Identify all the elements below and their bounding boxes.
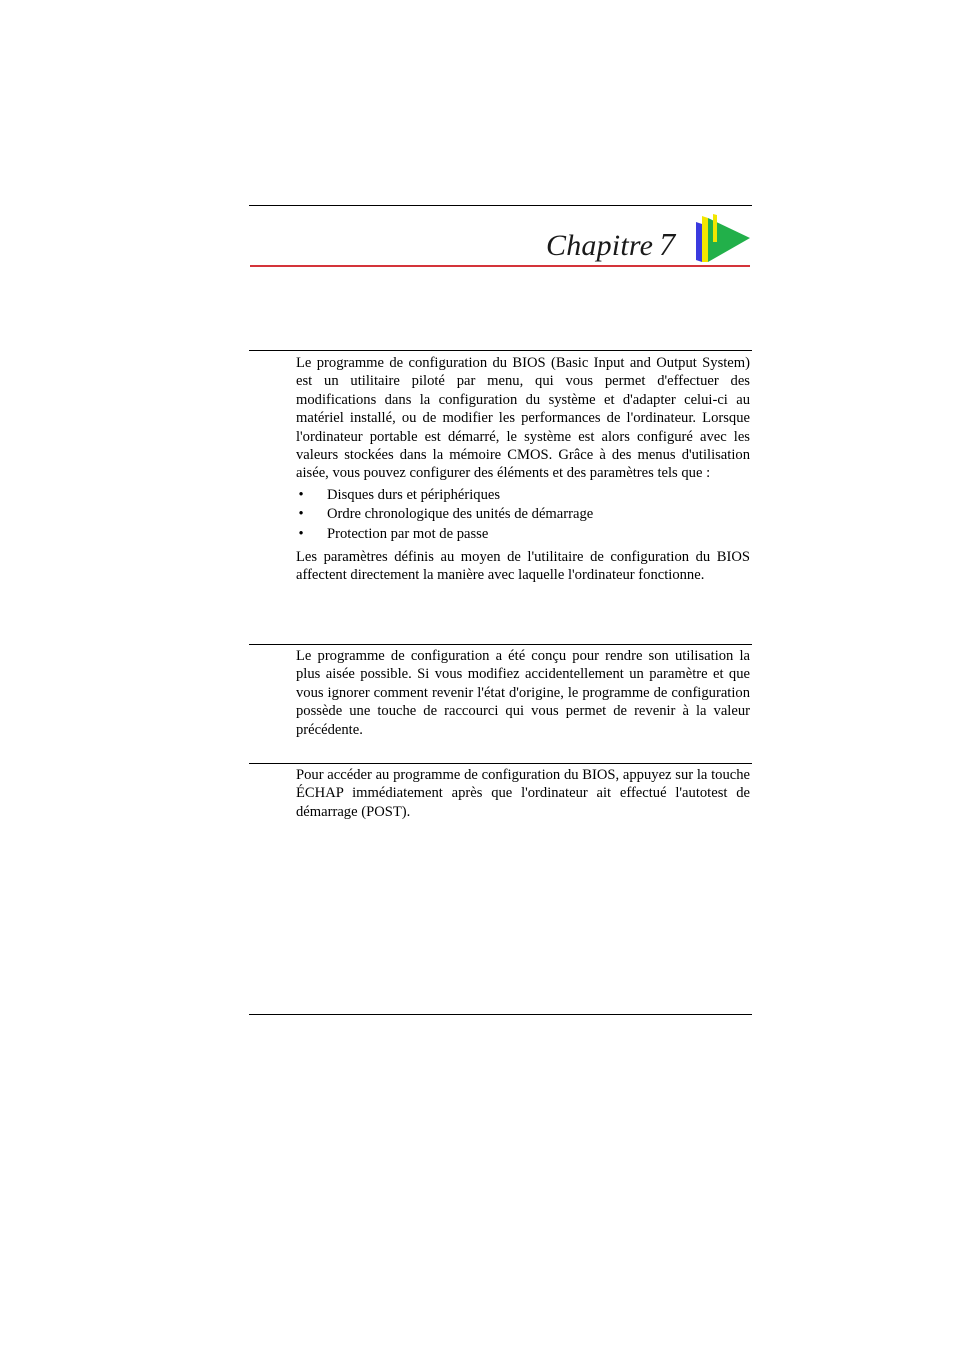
bullet-icon: •: [298, 486, 304, 503]
chapter-logo-icon: [692, 212, 752, 264]
chapter-heading-rule: [250, 265, 750, 267]
list-item-text: Ordre chronologique des unités de démarrage: [327, 506, 594, 523]
bullet-icon: •: [298, 506, 304, 523]
list-item-text: Protection par mot de passe: [327, 526, 489, 543]
section-1: [296, 354, 750, 584]
section-3: [296, 766, 750, 821]
list-item: [296, 525, 750, 545]
section-2-text: Le programme de configuration a été conçu pour rendre son utilisation la plus aisée possible. Si vous modifiez accidentellement un paramètre et que vous ignorer comment revenir l'état d'origine, le programme de configuration possède une touche de raccourci qui vous permet de revenir à la valeur précédente.: [296, 648, 750, 738]
chapter-number: 7: [659, 226, 676, 262]
section-1-outro: Les paramètres définis au moyen de l'utilitaire de configuration du BIOS affectent directement la manière avec laquelle l'ordinateur fonctionne.: [296, 548, 750, 584]
section-1-intro: Le programme de configuration du BIOS (Basic Input and Output System) est un utilitaire piloté par menu, qui vous permet d'effectuer des modifications dans la configuration du système et d'adapter celui-ci au matériel installé, ou de modifier les performances de l'ordinateur. Lorsque l'ordinateur portable est démarré, le système est alors configuré avec les valeurs stockées dans la mémoire CMOS. Grâce à des menus d'utilisation aisée, vous pouvez configurer des éléments et des paramètres tels que :: [296, 355, 750, 482]
section-2-rule: [249, 644, 752, 645]
list-item: [296, 505, 750, 525]
footer-rule: [249, 1014, 752, 1015]
section-1-rule: [249, 350, 752, 351]
header-top-rule: [249, 205, 752, 206]
list-item: [296, 486, 750, 506]
feature-list: [296, 486, 750, 545]
section-2: [296, 647, 750, 739]
bullet-icon: •: [298, 526, 304, 543]
chapter-title: [546, 222, 686, 266]
section-3-text: Pour accéder au programme de configuration du BIOS, appuyez sur la touche ÉCHAP immédiatement après que l'ordinateur ait effectué l'autotest de démarrage (POST).: [296, 767, 750, 820]
section-3-rule: [249, 763, 752, 764]
chapter-label: Chapitre: [546, 229, 654, 262]
list-item-text: Disques durs et périphériques: [327, 486, 501, 503]
